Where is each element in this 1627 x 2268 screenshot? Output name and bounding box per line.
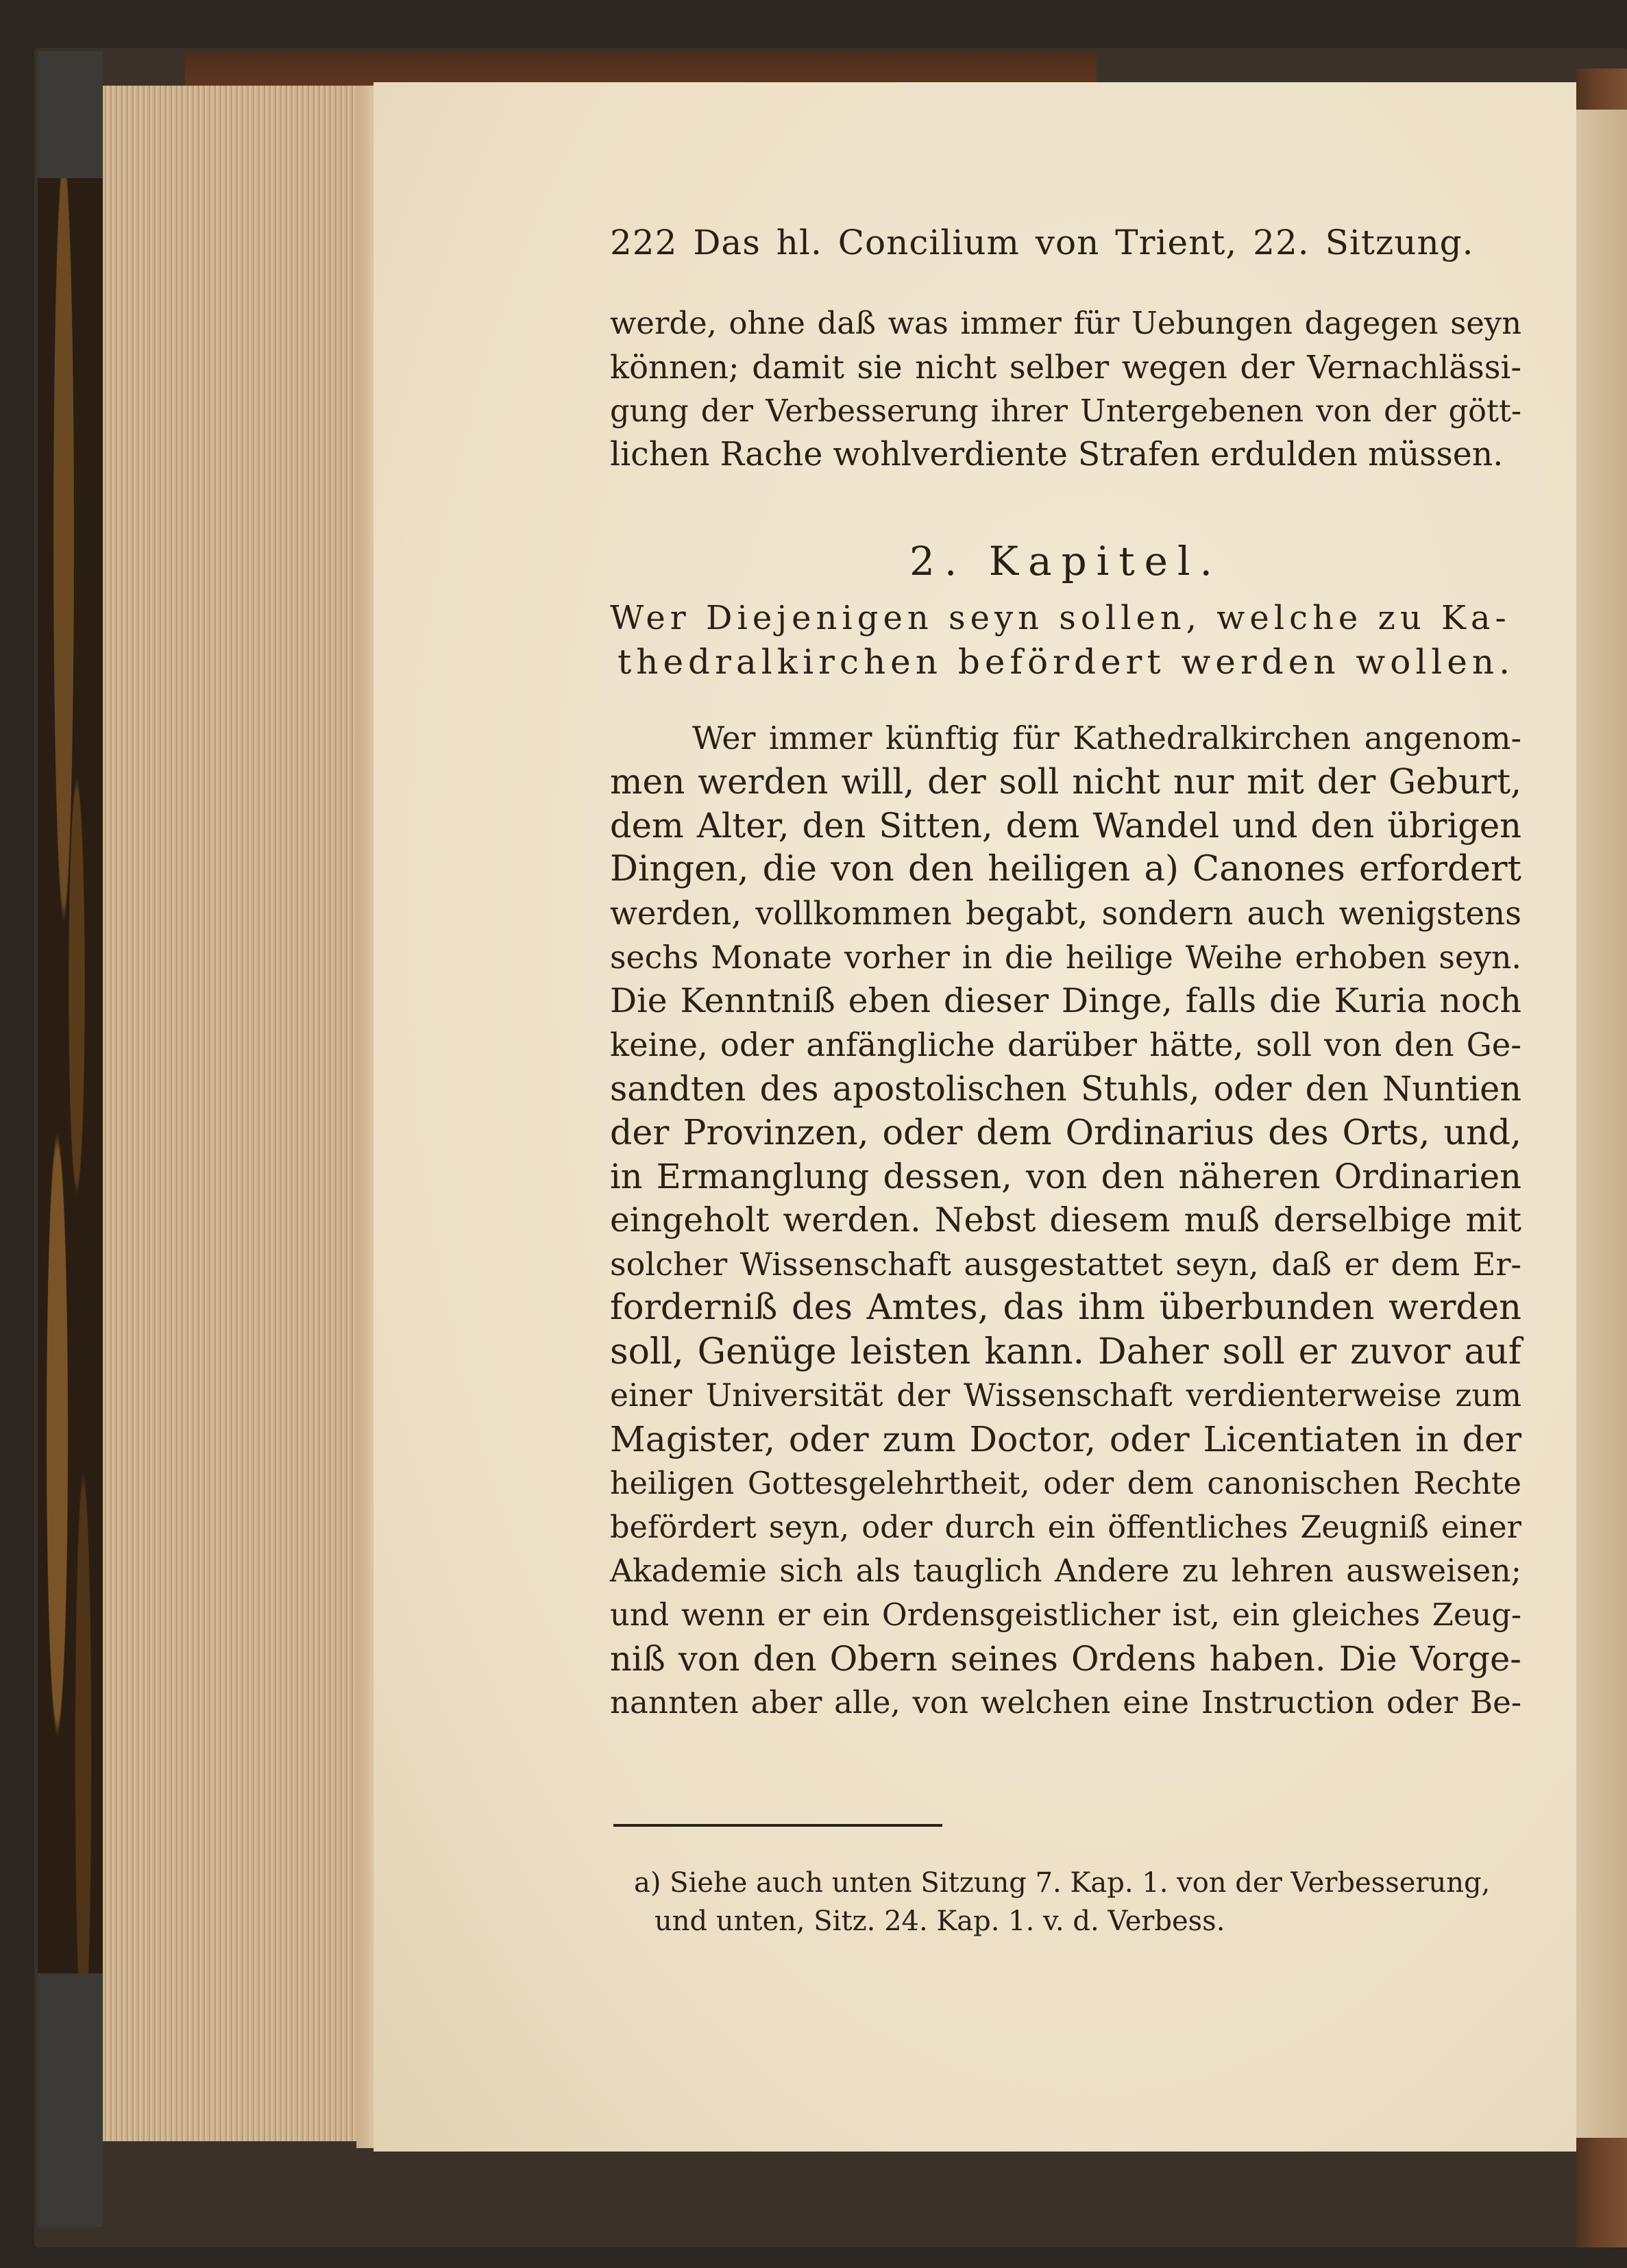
chapter-heading: 2. Kapitel. [909,538,1222,584]
text-line: und wenn er ein Ordensgeistlicher ist, ein gleiches Zeug- [610,1597,1521,1633]
footnote-line-2: und unten, Sitz. 24. Kap. 1. v. d. Verbess. [655,1906,1225,1937]
text-line: men werden will, der soll nicht nur mit der Geburt, [610,762,1521,802]
text-line: soll, Genüge leisten kann. Daher soll er zuvor auf [610,1331,1521,1372]
chapter-title-line-1: Wer Diejenigen seyn sollen, welche zu Ka- [610,599,1511,637]
page-edges [103,86,378,2141]
text-line: nannten aber alle, von welchen eine Instruction oder Be- [610,1684,1521,1721]
chapter-title [610,596,1521,684]
cover-corner-bottom [38,1973,103,2227]
cover-corner-top [38,51,103,182]
text-line: lichen Rache wohlverdiente Strafen erdulden müssen. [610,436,1504,473]
text-line: in Ermanglung dessen, von den näheren Ordinarien [610,1157,1521,1196]
footnote [634,1864,1525,1940]
text-line: dem Alter, den Sitten, dem Wandel und den übrigen [610,806,1521,846]
text-line: einer Universität der Wissenschaft verdienterweise zum [610,1377,1521,1414]
text-line: der Provinzen, oder dem Ordinarius des Orts, und, [610,1112,1521,1153]
text-line: heiligen Gottesgelehrtheit, oder dem canonischen Rechte [610,1466,1521,1501]
text-line: sandten des apostolischen Stuhls, oder den Nuntien [610,1069,1521,1109]
text-line: werden, vollkommen begabt, sondern auch wenigstens [610,895,1521,932]
text-line: sechs Monate vorher in die heilige Weihe erhoben seyn. [610,939,1521,976]
text-line: forderniß des Amtes, das ihm überbunden werden [610,1287,1521,1328]
text-line: werde, ohne daß was immer für Uebungen dagegen seyn [610,305,1521,341]
paragraph-continuation [610,301,1521,477]
footnote-rule [613,1824,942,1827]
text-line: keine, oder anfängliche darüber hätte, soll von den Ge- [610,1026,1521,1063]
marbled-cover [38,178,103,1973]
text-line: Akademie sich als tauglich Andere zu lehren ausweisen; [610,1553,1521,1589]
running-head: 222 Das hl. Concilium von Trient, 22. Sitzung. [610,223,1474,262]
text-line: niß von den Obern seines Ordens haben. Die Vorge- [610,1639,1521,1679]
footnote-line-1: a) Siehe auch unten Sitzung 7. Kap. 1. von der Verbesserung, [634,1867,1491,1899]
paragraph-main [610,716,1521,1725]
text-line: Dingen, die von den heiligen a) Canones erfordert [610,849,1521,889]
chapter-title-line-2: thedralkirchen befördert werden wollen. [617,642,1515,682]
text-line: solcher Wissenschaft ausgestattet seyn, daß er dem Er- [610,1246,1521,1283]
text-line: gung der Verbesserung ihrer Untergebenen von der gött- [610,393,1521,429]
text-line: befördert seyn, oder durch ein öffentliches Zeugniß einer [610,1509,1521,1545]
text-line: Magister, oder zum Doctor, oder Licentiaten in der [610,1419,1521,1459]
text-line: Die Kenntniß eben dieser Dinge, falls die Kuria noch [610,981,1521,1020]
text-line: eingeholt werden. Nebst diesem muß derselbige mit [610,1200,1521,1240]
right-page-sliver [1569,110,1627,2138]
text-line: können; damit sie nicht selber wegen der Vernachlässi- [610,349,1521,386]
text-line: Wer immer künftig für Kathedralkirchen angenom- [692,719,1521,756]
